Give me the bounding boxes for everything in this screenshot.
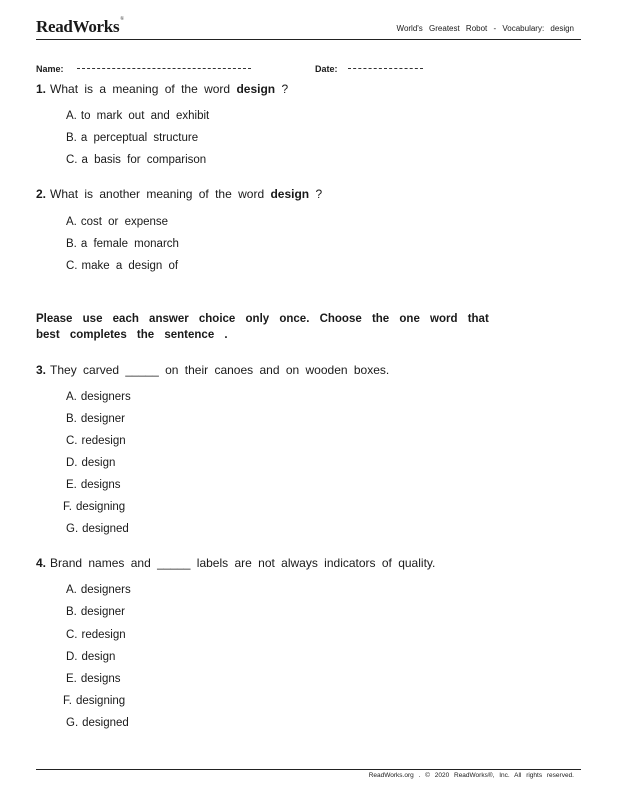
footer-divider	[36, 769, 581, 770]
q2-option-c: C. make a design of	[66, 260, 179, 272]
q4-option-e: E. designs	[66, 673, 121, 685]
date-blank	[348, 68, 423, 69]
instructions: Please use each answer choice only once. Choose the one word that best completes the sentence .	[36, 313, 489, 341]
q4-option-d: D. design	[66, 651, 116, 663]
name-label: Name:	[36, 64, 64, 74]
q4-option-c: C. redesign	[66, 629, 126, 641]
q3-option-c: C. redesign	[66, 435, 126, 447]
q3-option-a: A. designers	[66, 391, 131, 403]
q1-option-c: C. a basis for comparison	[66, 154, 207, 166]
q3-option-d: D. design	[66, 457, 116, 469]
q2-option-b: B. a female monarch	[66, 238, 179, 250]
q1-option-b: B. a perceptual structure	[66, 132, 199, 144]
question-2: 2. What is another meaning of the word design ?	[36, 187, 323, 201]
question-4: 4. Brand names and _____ labels are not always indicators of quality.	[36, 556, 436, 570]
q2-option-a: A. cost or expense	[66, 216, 169, 228]
readworks-logo: ReadWorks®	[36, 17, 124, 36]
q3-option-b: B. designer	[66, 413, 125, 425]
q4-option-g: G. designed	[66, 717, 129, 729]
date-label: Date:	[315, 64, 338, 74]
q4-option-b: B. designer	[66, 606, 125, 618]
name-blank	[77, 68, 251, 69]
footer-copyright: ReadWorks.org . © 2020 ReadWorks®, Inc. All rights reserved.	[368, 772, 574, 779]
q4-option-a: A. designers	[66, 584, 131, 596]
q3-option-g: G. designed	[66, 523, 129, 535]
q3-option-e: E. designs	[66, 479, 121, 491]
q3-option-f: F. designing	[63, 501, 126, 513]
q1-option-a: A. to mark out and exhibit	[66, 110, 210, 122]
question-3: 3. They carved _____ on their canoes and on wooden boxes.	[36, 363, 390, 377]
q4-option-f: F. designing	[63, 695, 126, 707]
header-title: World's Greatest Robot - Vocabulary: design	[396, 24, 574, 33]
question-1: 1. What is a meaning of the word design ?	[36, 82, 289, 96]
header-divider	[36, 39, 581, 40]
